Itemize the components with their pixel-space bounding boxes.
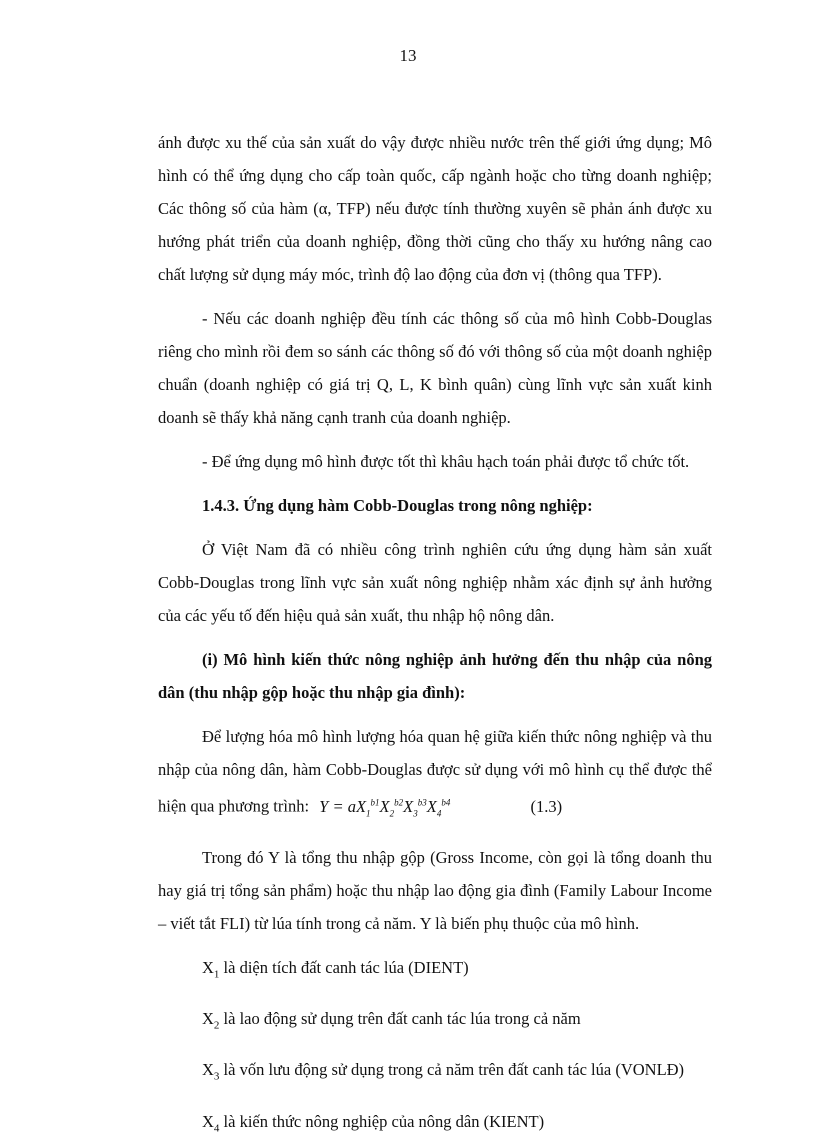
- variable-x2: $X_2$ là lao động sử dụng trên đất canh tác lúa trong cả năm: [202, 1009, 581, 1032]
- paragraph-comparison: - Nếu các doanh nghiệp đều tính các thông số của mô hình Cobb-Douglas riêng cho mình rồi đem so sánh các thông số đó với thông số của một doanh nghiệp chuẩn (doanh nghiệp có giá trị Q, L, K bình quân) cùng lĩnh vực sản xuất kinh doanh sẽ thấy khả năng cạnh tranh của doanh nghiệp.: [158, 309, 712, 427]
- variable-x3: $X_3$ là vốn lưu động sử dụng trong cả năm trên đất canh tác lúa (VONLĐ): [202, 1060, 685, 1083]
- paragraph-equation-intro: [158, 720, 712, 830]
- variable-x4: $X_4$ là kiến thức nông nghiệp của nông dân (KIENT): [202, 1111, 545, 1134]
- variable-x1: $X_1$ là diện tích đất canh tác lúa (DIENT): [202, 957, 469, 981]
- paragraph-vietnam-studies: Ở Việt Nam đã có nhiều công trình nghiên cứu ứng dụng hàm sản xuất Cobb-Douglas trong lĩnh vực sản xuất nông nghiệp nhằm xác định sự ảnh hưởng của các yếu tố đến hiệu quả sản xuất, thu nhập hộ nông dân.: [158, 540, 712, 625]
- section-heading-1-4-3: 1.4.3. Ứng dụng hàm Cobb-Douglas trong nông nghiệp:: [202, 496, 593, 515]
- paragraph-variable-y: Trong đó Y là tổng thu nhập gộp (Gross Income, còn gọi là tổng doanh thu hay giá trị tổng sản phẩm) hoặc thu nhập lao động gia đình (Family Labour Income – viết tắt FLI) từ lúa tính trong cả năm. Y là biến phụ thuộc của mô hình.: [158, 847, 712, 933]
- cobb-douglas-formula: $Y = aX_1^{b1}X_2^{b2}X_3^{b3}X_4^{b4}$: [319, 796, 451, 818]
- paragraph-accounting: - Để ứng dụng mô hình được tốt thì khâu hạch toán phải được tổ chức tốt.: [202, 452, 690, 471]
- subsection-heading-model-i: (i) Mô hình kiến thức nông nghiệp ảnh hưởng đến thu nhập của nông dân (thu nhập gộp hoặc thu nhập gia đình):: [158, 650, 712, 702]
- document-body: [158, 126, 712, 1145]
- page-number: 13: [399, 46, 417, 65]
- paragraph-continuation: ánh được xu thế của sản xuất do vậy được nhiều nước trên thế giới ứng dụng; Mô hình có thể ứng dụng cho cấp toàn quốc, cấp ngành hoặc cho từng doanh nghiệp; Các thông số của hàm (α, TFP) nếu được tính thường xuyên sẽ phản ánh được xu hướng phát triển của doanh nghiệp, đồng thời cũng cho thấy xu hướng nâng cao chất lượng sử dụng máy móc, trình độ lao động của đơn vị (thông qua TFP).: [158, 133, 712, 284]
- equation-number: (1.3): [530, 796, 563, 816]
- equation-intro-text: Để lượng hóa mô hình lượng hóa quan hệ giữa kiến thức nông nghiệp và thu nhập của nông dân, hàm Cobb-Douglas được sử dụng với mô hình cụ thể được thể hiện qua phương trình:: [158, 727, 712, 816]
